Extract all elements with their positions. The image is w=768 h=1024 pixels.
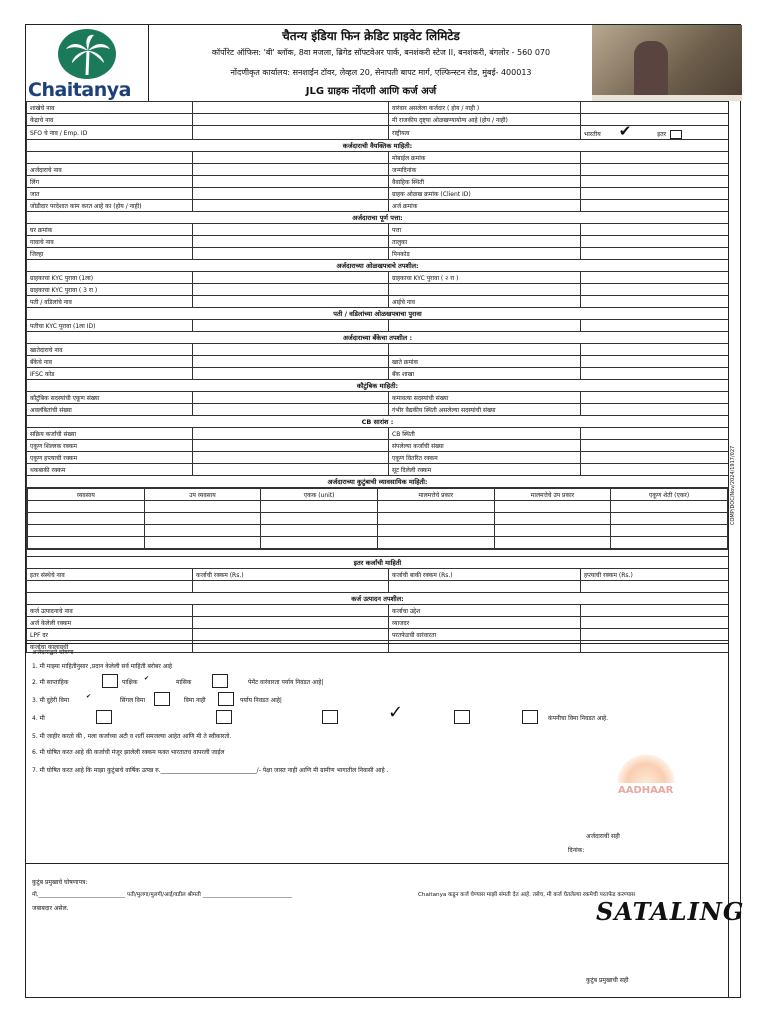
- family-head-declaration: [26, 863, 728, 999]
- personal-value-cell[interactable]: [193, 200, 389, 212]
- kyc-value-cell[interactable]: [193, 272, 389, 284]
- business-value-cell[interactable]: [377, 513, 494, 525]
- address-value-cell[interactable]: [581, 236, 729, 248]
- business-header-cell: एकक (unit): [261, 489, 378, 501]
- family-head-title: कुटुंब प्रमुखाचे घोषणापत्र:: [32, 879, 88, 886]
- personal-row: [27, 164, 729, 176]
- applicant-figure: [634, 41, 668, 97]
- business-value-cell[interactable]: [144, 537, 261, 549]
- other-checkbox[interactable]: [670, 130, 682, 139]
- family-head-line-1b: Chaitanya कडून कर्ज घेण्यास माझी संमती देत आहे. तसेच, मी कर्ज घेतलेल्या रकमेची परतफेड करण्यास: [418, 892, 636, 898]
- spouse-kyc-value-cell[interactable]: [581, 320, 729, 332]
- top-row: [27, 102, 729, 114]
- loan-row: [27, 605, 729, 617]
- family-value-cell[interactable]: [581, 392, 729, 404]
- business-value-cell[interactable]: [611, 501, 728, 513]
- business-header-cell: मालमत्तेचे प्रकार: [377, 489, 494, 501]
- insurer-checkbox-1[interactable]: [96, 710, 112, 724]
- bank-value-cell[interactable]: [581, 344, 729, 356]
- kyc-label-cell: ग्राहकाचा KYC पुरावा (1ला): [27, 272, 193, 284]
- business-value-cell[interactable]: [144, 513, 261, 525]
- cb-row: [27, 452, 729, 464]
- kyc-label-cell: पती / वडिलांचे नाव: [27, 296, 193, 308]
- corporate-office: कॉर्पोरेट ऑफिस: 'बी' ब्लॉक, 8वा मजला, ब्रिगेड सॉफ्टवेअर पार्क, बनशंकरी स्टेज II, बनशंकरी, बंगलोर - 560 070: [211, 48, 551, 57]
- declaration-line-5: 5. मी जाहीर करतो की , मला कर्जाच्या अटी व शर्ती समजल्या आहेत आणि मी ते स्वीकारतो.: [32, 733, 232, 740]
- top-value-cell[interactable]: [193, 114, 389, 126]
- address-label-cell: घर क्रमांक: [27, 224, 193, 236]
- business-section-title: अर्जदाराच्या कुटुंबाची व्यावसायिक माहिती:: [27, 476, 729, 488]
- declaration-line-1: 1. मी माझ्या माहितीनुसार ,प्रदान केलेली सर्व माहिती बरोबर आहे: [32, 663, 173, 670]
- company-insurance-suffix: कंपनीचा विमा निवडत आहे.: [548, 715, 609, 722]
- insurer-checkbox-5[interactable]: [522, 710, 538, 724]
- address-value-cell[interactable]: [581, 248, 729, 260]
- no-insurance-checkbox[interactable]: [218, 692, 234, 706]
- personal-value-cell[interactable]: [581, 188, 729, 200]
- cb-label-cell: एकूण शिल्लक रक्कम: [27, 440, 193, 452]
- monthly-label: मासिक: [176, 679, 192, 686]
- business-value-cell[interactable]: [494, 501, 611, 513]
- personal-value-cell[interactable]: [581, 164, 729, 176]
- family-head-signature-label: कुटुंब प्रमुखाची सही: [586, 977, 629, 984]
- loan-value-cell[interactable]: [581, 629, 729, 641]
- business-value-cell[interactable]: [377, 501, 494, 513]
- payment-frequency-suffix: पेमेंट वारंवारता पर्याय निवडत आहे|: [248, 679, 324, 686]
- personal-value-cell[interactable]: [193, 188, 389, 200]
- cb-row: [27, 440, 729, 452]
- bank-label-cell: IFSC कोड: [27, 368, 193, 380]
- loan-row: [27, 629, 729, 641]
- cb-value-cell[interactable]: [193, 428, 389, 440]
- cb-value-cell[interactable]: [581, 452, 729, 464]
- business-value-cell[interactable]: [28, 537, 145, 549]
- family-row: [27, 404, 729, 416]
- top-label-cell: राष्ट्रीयत्व: [389, 126, 581, 140]
- insurer-checkbox-4[interactable]: [454, 710, 470, 724]
- monthly-checkbox[interactable]: [212, 674, 228, 688]
- personal-row: [27, 188, 729, 200]
- personal-label-cell: अर्जदाराचे नाव: [27, 164, 193, 176]
- cb-value-cell[interactable]: [193, 440, 389, 452]
- top-label-cell: वारंवार असलेला कर्जदार ( होय / नाही ): [389, 102, 581, 114]
- cb-label-cell: सक्रिय कर्जांची संख्या: [27, 428, 193, 440]
- bank-value-cell[interactable]: [193, 368, 389, 380]
- single-insurance-label: सिंगल विमा: [120, 697, 145, 704]
- kyc-label-cell: ग्राहकाचा KYC पुरावा ( २ रा ): [389, 272, 581, 284]
- personal-row: [27, 176, 729, 188]
- loan-label-cell: कर्जाचा उद्देश: [389, 605, 581, 617]
- declaration-title: अर्जदाराद्वारे घोषणा: [32, 649, 74, 656]
- bank-label-cell: बँकेचे नाव: [27, 356, 193, 368]
- personal-value-cell[interactable]: [193, 152, 389, 164]
- business-value-cell[interactable]: [494, 513, 611, 525]
- fortnightly-checkmark[interactable]: ✔: [144, 675, 150, 682]
- cb-value-cell[interactable]: [581, 428, 729, 440]
- form-header: [26, 25, 740, 101]
- other-loans-header-cell: कर्जाची बाकी रक्कम (Rs.): [389, 569, 581, 581]
- other-loans-value-cell[interactable]: [581, 581, 729, 593]
- spouse-kyc-value-cell[interactable]: [193, 320, 389, 332]
- other-loans-value-cell[interactable]: [193, 581, 389, 593]
- insurer-checkbox-3[interactable]: [322, 710, 338, 724]
- loan-label-cell: परतफेडची वारंवारता: [389, 629, 581, 641]
- family-head-line-2: जबाबदार असेल.: [32, 905, 69, 912]
- top-label-cell: शाखेचे नाव: [27, 102, 193, 114]
- personal-label-cell: [27, 152, 193, 164]
- bank-row: [27, 344, 729, 356]
- other-loans-section-title: इतर कर्जांची माहिती: [27, 557, 729, 569]
- cb-section-title: CB सारांश :: [27, 416, 729, 428]
- personal-label-cell: ग्राहक ओळख क्रमांक (Client ID): [389, 188, 581, 200]
- business-value-cell[interactable]: [494, 525, 611, 537]
- personal-value-cell[interactable]: [581, 176, 729, 188]
- top-value-cell[interactable]: [193, 102, 389, 114]
- loan-label-cell: व्याजदर: [389, 617, 581, 629]
- spouse-kyc-row: [27, 320, 729, 332]
- business-value-cell[interactable]: [28, 513, 145, 525]
- business-header-cell: एकूण शेती (एकर): [611, 489, 728, 501]
- palm-tree-icon: [58, 29, 116, 79]
- personal-label-cell: जात: [27, 188, 193, 200]
- no-insurance-label: विमा नाही: [184, 697, 206, 704]
- cb-label-cell: थकबाकी रक्कम: [27, 464, 193, 476]
- family-row: [27, 392, 729, 404]
- other-loans-value-cell[interactable]: [389, 581, 581, 593]
- business-table: [27, 488, 728, 549]
- personal-value-cell[interactable]: [193, 176, 389, 188]
- kyc-section-title: अर्जदाराच्या ओळखपत्राचे तपशील:: [27, 260, 729, 272]
- declaration-line-6: 6. मी घोषित करत आहे की कर्जाची मंजूर झालेली रक्कम फक्त भारतातच वापरली जाईल: [32, 749, 225, 756]
- insurer-checkbox-2[interactable]: [216, 710, 232, 724]
- business-value-cell[interactable]: [261, 501, 378, 513]
- personal-value-cell[interactable]: [193, 164, 389, 176]
- personal-label-cell: जन्मदिनांक: [389, 164, 581, 176]
- kyc-value-cell[interactable]: [581, 272, 729, 284]
- top-row: [27, 126, 729, 140]
- top-label-cell: केंद्राचे नाव: [27, 114, 193, 126]
- top-label-cell: SFO चे नाव / Emp. ID: [27, 126, 193, 140]
- declaration-line-2: 2. मी साप्ताहिक: [32, 679, 69, 686]
- business-value-cell[interactable]: [261, 513, 378, 525]
- bank-label-cell: खाते क्रमांक: [389, 356, 581, 368]
- kyc-value-cell[interactable]: [193, 296, 389, 308]
- address-value-cell[interactable]: [581, 224, 729, 236]
- company-name: चैतन्य इंडिया फिन क्रेडिट प्राइवेट लिमिटेड: [282, 29, 460, 43]
- personal-label-cell: मोबाईल क्रमांक: [389, 152, 581, 164]
- family-label-cell: कौटुंबिक सदस्यांची एकूण संख्या: [27, 392, 193, 404]
- loan-label-cell: कर्जाचा कालावधी: [27, 641, 193, 653]
- aadhaar-logo: [604, 743, 688, 801]
- declaration-line-7: 7. मी घोषित करत आहे कि माझा कुटुंबाचे वार्षिक उत्पन्न रु.________________________________/- पेक्षा जास्त नाही आणि मी ग्रामीण भागातील निवासी आहे .: [32, 767, 389, 774]
- family-value-cell[interactable]: [193, 404, 389, 416]
- business-value-cell[interactable]: [377, 537, 494, 549]
- personal-value-cell[interactable]: [581, 200, 729, 212]
- kyc-row: [27, 272, 729, 284]
- other-loans-value-cell[interactable]: [27, 581, 193, 593]
- family-head-line-1a: मी,_______________________________ पती/मुलगा/मुलगी/आई/वडील श्रीमती ________________________________: [32, 892, 293, 898]
- address-row: [27, 248, 729, 260]
- declaration-line-3: 3. मी दुहेरी विमा: [32, 697, 70, 704]
- bank-label-cell: खातेदाराचे नाव: [27, 344, 193, 356]
- loan-value-cell[interactable]: [193, 617, 389, 629]
- family-label-cell: अवलंबितांची संख्या: [27, 404, 193, 416]
- business-value-cell[interactable]: [377, 525, 494, 537]
- address-value-cell[interactable]: [193, 236, 389, 248]
- top-value-cell[interactable]: [193, 126, 389, 140]
- double-insurance-checkmark[interactable]: ✔: [86, 693, 92, 700]
- personal-label-cell: वैवाहिक स्थिती: [389, 176, 581, 188]
- business-value-cell[interactable]: [261, 537, 378, 549]
- kyc-value-cell[interactable]: [193, 284, 389, 296]
- declaration-line-4: 4. मी: [32, 715, 45, 722]
- weekly-checkbox[interactable]: [102, 674, 118, 688]
- business-value-cell[interactable]: [494, 537, 611, 549]
- loan-value-cell[interactable]: [581, 617, 729, 629]
- applicant-photo: [592, 25, 742, 101]
- kyc-row: [27, 296, 729, 308]
- chaitanya-logo: [26, 25, 149, 101]
- business-value-cell[interactable]: [611, 513, 728, 525]
- kyc-value-cell[interactable]: [581, 296, 729, 308]
- address-row: [27, 236, 729, 248]
- other-loans-header-cell: हप्त्याची रक्कम (Rs.): [581, 569, 729, 581]
- bank-section-title: अर्जदाराच्या बँकेचा तपशील :: [27, 332, 729, 344]
- other-loans-header-cell: कर्जाची रक्कम (Rs.): [193, 569, 389, 581]
- kyc-label-cell: [389, 284, 581, 296]
- nationality-options[interactable]: [581, 114, 729, 126]
- personal-row: [27, 200, 729, 212]
- loan-label-cell: कर्ज उत्पादनाचे नाव: [27, 605, 193, 617]
- cb-row: [27, 464, 729, 476]
- personal-value-cell[interactable]: [581, 152, 729, 164]
- kyc-value-cell[interactable]: [581, 284, 729, 296]
- personal-label-cell: जोडीदार परदेशात काम करत आहे का (होय / नाही): [27, 200, 193, 212]
- cb-label-cell: एकूण हप्त्याची रक्कम: [27, 452, 193, 464]
- family-value-cell[interactable]: [193, 392, 389, 404]
- kyc-row: [27, 284, 729, 296]
- loan-value-cell[interactable]: [193, 605, 389, 617]
- cb-row: [27, 428, 729, 440]
- family-label-cell: कमावत्या सदस्यांची संख्या: [389, 392, 581, 404]
- bank-value-cell[interactable]: [581, 356, 729, 368]
- insurer-checkmark[interactable]: ✓: [388, 702, 404, 723]
- address-section-title: अर्जदाराचा पूर्ण पत्ता:: [27, 212, 729, 224]
- handwritten-signature: SATALING: [596, 897, 745, 926]
- family-label-cell: गंभीर वैद्यकीय स्थिती असलेल्या सदस्यांची संख्या: [389, 404, 581, 416]
- address-value-cell[interactable]: [193, 248, 389, 260]
- personal-row: [27, 152, 729, 164]
- cb-label-cell: सूट दिलेली रक्कम: [389, 464, 581, 476]
- family-section-title: कौटुंबिक माहिती:: [27, 380, 729, 392]
- aadhaar-text: AADHAAR: [618, 785, 674, 796]
- spouse-kyc-label-cell: पतीचा KYC पुरावा (1ला ID): [27, 320, 193, 332]
- bank-value-cell[interactable]: [193, 356, 389, 368]
- loan-value-cell[interactable]: [581, 605, 729, 617]
- insurance-option-suffix: पर्याय निवडत आहे|: [240, 697, 282, 704]
- business-header-cell: उप व्यवसाय: [144, 489, 261, 501]
- application-form: [25, 24, 745, 998]
- cb-value-cell[interactable]: [193, 464, 389, 476]
- cb-label-cell: CB स्थिती: [389, 428, 581, 440]
- spouse-kyc-section-title: पती / वडिलांच्या ओळखपत्राचा पुरावा: [27, 308, 729, 320]
- cb-value-cell[interactable]: [193, 452, 389, 464]
- business-value-cell[interactable]: [611, 537, 728, 549]
- business-value-cell[interactable]: [28, 501, 145, 513]
- applicant-signature-label: अर्जदाराची सही: [586, 833, 620, 840]
- business-header-cell: मालमत्तेचे उप प्रकार: [494, 489, 611, 501]
- bank-label-cell: बँक शाखा: [389, 368, 581, 380]
- indian-label: भारतीय: [584, 131, 601, 138]
- nationality-options[interactable]: [581, 126, 729, 140]
- loan-value-cell[interactable]: [193, 629, 389, 641]
- loan-label-cell: LPF दर: [27, 629, 193, 641]
- bank-value-cell[interactable]: [581, 368, 729, 380]
- address-label-cell: तालुका: [389, 236, 581, 248]
- bank-label-cell: [389, 344, 581, 356]
- bank-row: [27, 368, 729, 380]
- bank-value-cell[interactable]: [193, 344, 389, 356]
- fortnightly-label: पाक्षिक: [122, 679, 138, 686]
- loan-section-title: कर्ज उत्पादन तपशील:: [27, 593, 729, 605]
- declaration-date-label: दिनांक:: [568, 847, 585, 854]
- registered-office: नोंदणीकृत कार्यालय: सनशाईन टॉवर, लेव्हल 20, सेनापती बापट मार्ग, एल्फिन्स्टन रोड, मुंबई- 400013: [230, 68, 532, 77]
- cb-value-cell[interactable]: [581, 464, 729, 476]
- address-label-cell: पत्ता: [389, 224, 581, 236]
- address-label-cell: जिल्हा: [27, 248, 193, 260]
- brand-name: Chaitanya: [28, 79, 131, 101]
- address-row: [27, 224, 729, 236]
- single-insurance-checkbox[interactable]: [154, 692, 170, 706]
- loan-row: [27, 617, 729, 629]
- indian-checkmark[interactable]: ✔: [618, 125, 632, 140]
- document-code: COMP/DOC/Nov/2024/1917/027: [730, 445, 736, 525]
- loan-label-cell: अर्ज केलेली रक्कम: [27, 617, 193, 629]
- business-value-cell[interactable]: [144, 525, 261, 537]
- business-value-cell[interactable]: [261, 525, 378, 537]
- other-label: इतर: [657, 131, 667, 138]
- form-title: JLG ग्राहक नोंदणी आणि कर्ज अर्ज: [305, 86, 437, 97]
- top-label-cell: मी राजकीय दृष्ट्या ओळखण्यायोग्य आहे (होय / नाही): [389, 114, 581, 126]
- cb-label-cell: संपलेल्या कर्जांची संख्या: [389, 440, 581, 452]
- kyc-label-cell: आईचे नाव: [389, 296, 581, 308]
- top-row: [27, 114, 729, 126]
- cb-value-cell[interactable]: [581, 440, 729, 452]
- bank-row: [27, 356, 729, 368]
- kyc-label-cell: ग्राहकाचा KYC पुरावा ( 3 रा ): [27, 284, 193, 296]
- aadhaar-sun-icon: [616, 747, 676, 783]
- family-value-cell[interactable]: [581, 404, 729, 416]
- personal-label-cell: अर्ज क्रमांक: [389, 200, 581, 212]
- personal-label-cell: लिंग: [27, 176, 193, 188]
- business-value-cell[interactable]: [611, 525, 728, 537]
- business-value-cell[interactable]: [28, 525, 145, 537]
- business-header-cell: व्यवसाय: [28, 489, 145, 501]
- spouse-kyc-label-cell: [389, 320, 581, 332]
- cb-label-cell: एकूण वितरित रक्कम: [389, 452, 581, 464]
- personal-section-title: कर्जदाराची वैयक्तिक माहिती:: [27, 140, 729, 152]
- address-value-cell[interactable]: [193, 224, 389, 236]
- applicant-details-table: [26, 101, 729, 653]
- nationality-options[interactable]: [581, 102, 729, 114]
- address-label-cell: गावाचे नाव: [27, 236, 193, 248]
- business-value-cell[interactable]: [144, 501, 261, 513]
- address-label-cell: पिनकोड: [389, 248, 581, 260]
- other-loans-header-cell: इतर संस्थेचे नाव: [27, 569, 193, 581]
